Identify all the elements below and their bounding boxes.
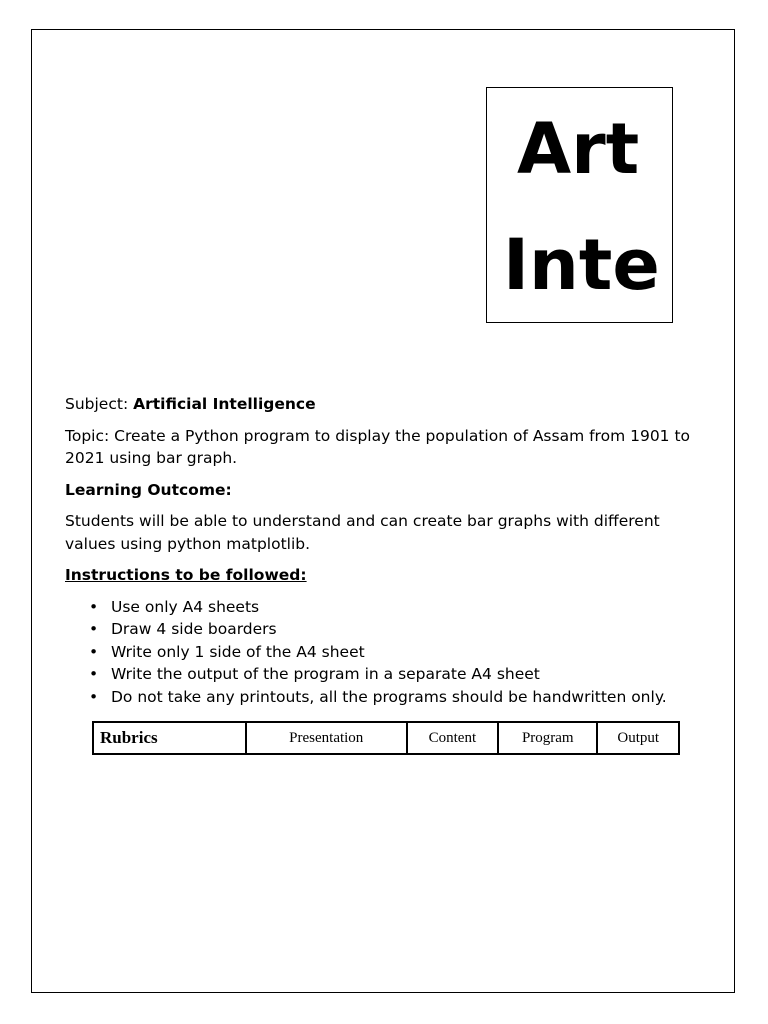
document-body xyxy=(65,393,705,708)
list-item: • Write only 1 side of the A4 sheet xyxy=(65,641,705,664)
subject-line xyxy=(65,393,705,416)
bullet-icon: • xyxy=(89,665,99,684)
list-item: • Draw 4 side boarders xyxy=(65,618,705,641)
list-item: • Use only A4 sheets xyxy=(65,596,705,619)
rubric-presentation-cell: Presentation xyxy=(246,722,407,754)
title-line-1: Art xyxy=(517,108,640,190)
rubrics-table xyxy=(92,721,680,755)
title-box xyxy=(486,87,673,323)
learning-outcome-heading: Learning Outcome: xyxy=(65,480,232,499)
rubrics-header-cell: Rubrics xyxy=(93,722,246,754)
bullet-icon: • xyxy=(89,642,99,661)
list-item: • Write the output of the program in a separate A4 sheet xyxy=(65,663,705,686)
table-row xyxy=(93,722,679,754)
bullet-icon: • xyxy=(89,620,99,639)
instructions-list xyxy=(65,596,705,709)
instructions-heading: Instructions to be followed: xyxy=(65,566,307,584)
rubric-content-cell: Content xyxy=(407,722,498,754)
subject-label: Subject: xyxy=(65,395,134,413)
topic-line: Topic: Create a Python program to display the population of Assam from 1901 to 2021 using bar graph. xyxy=(65,426,691,467)
list-item: • Do not take any printouts, all the programs should be handwritten only. xyxy=(65,686,705,709)
subject-value: Artificial Intelligence xyxy=(133,395,316,413)
rubric-output-cell: Output xyxy=(597,722,679,754)
bullet-icon: • xyxy=(89,687,99,706)
title-line-2: Inte xyxy=(503,224,660,306)
learning-outcome-text: Students will be able to understand and can create bar graphs with different values using python matplotlib. xyxy=(65,512,660,553)
bullet-icon: • xyxy=(89,597,99,616)
rubric-program-cell: Program xyxy=(498,722,597,754)
